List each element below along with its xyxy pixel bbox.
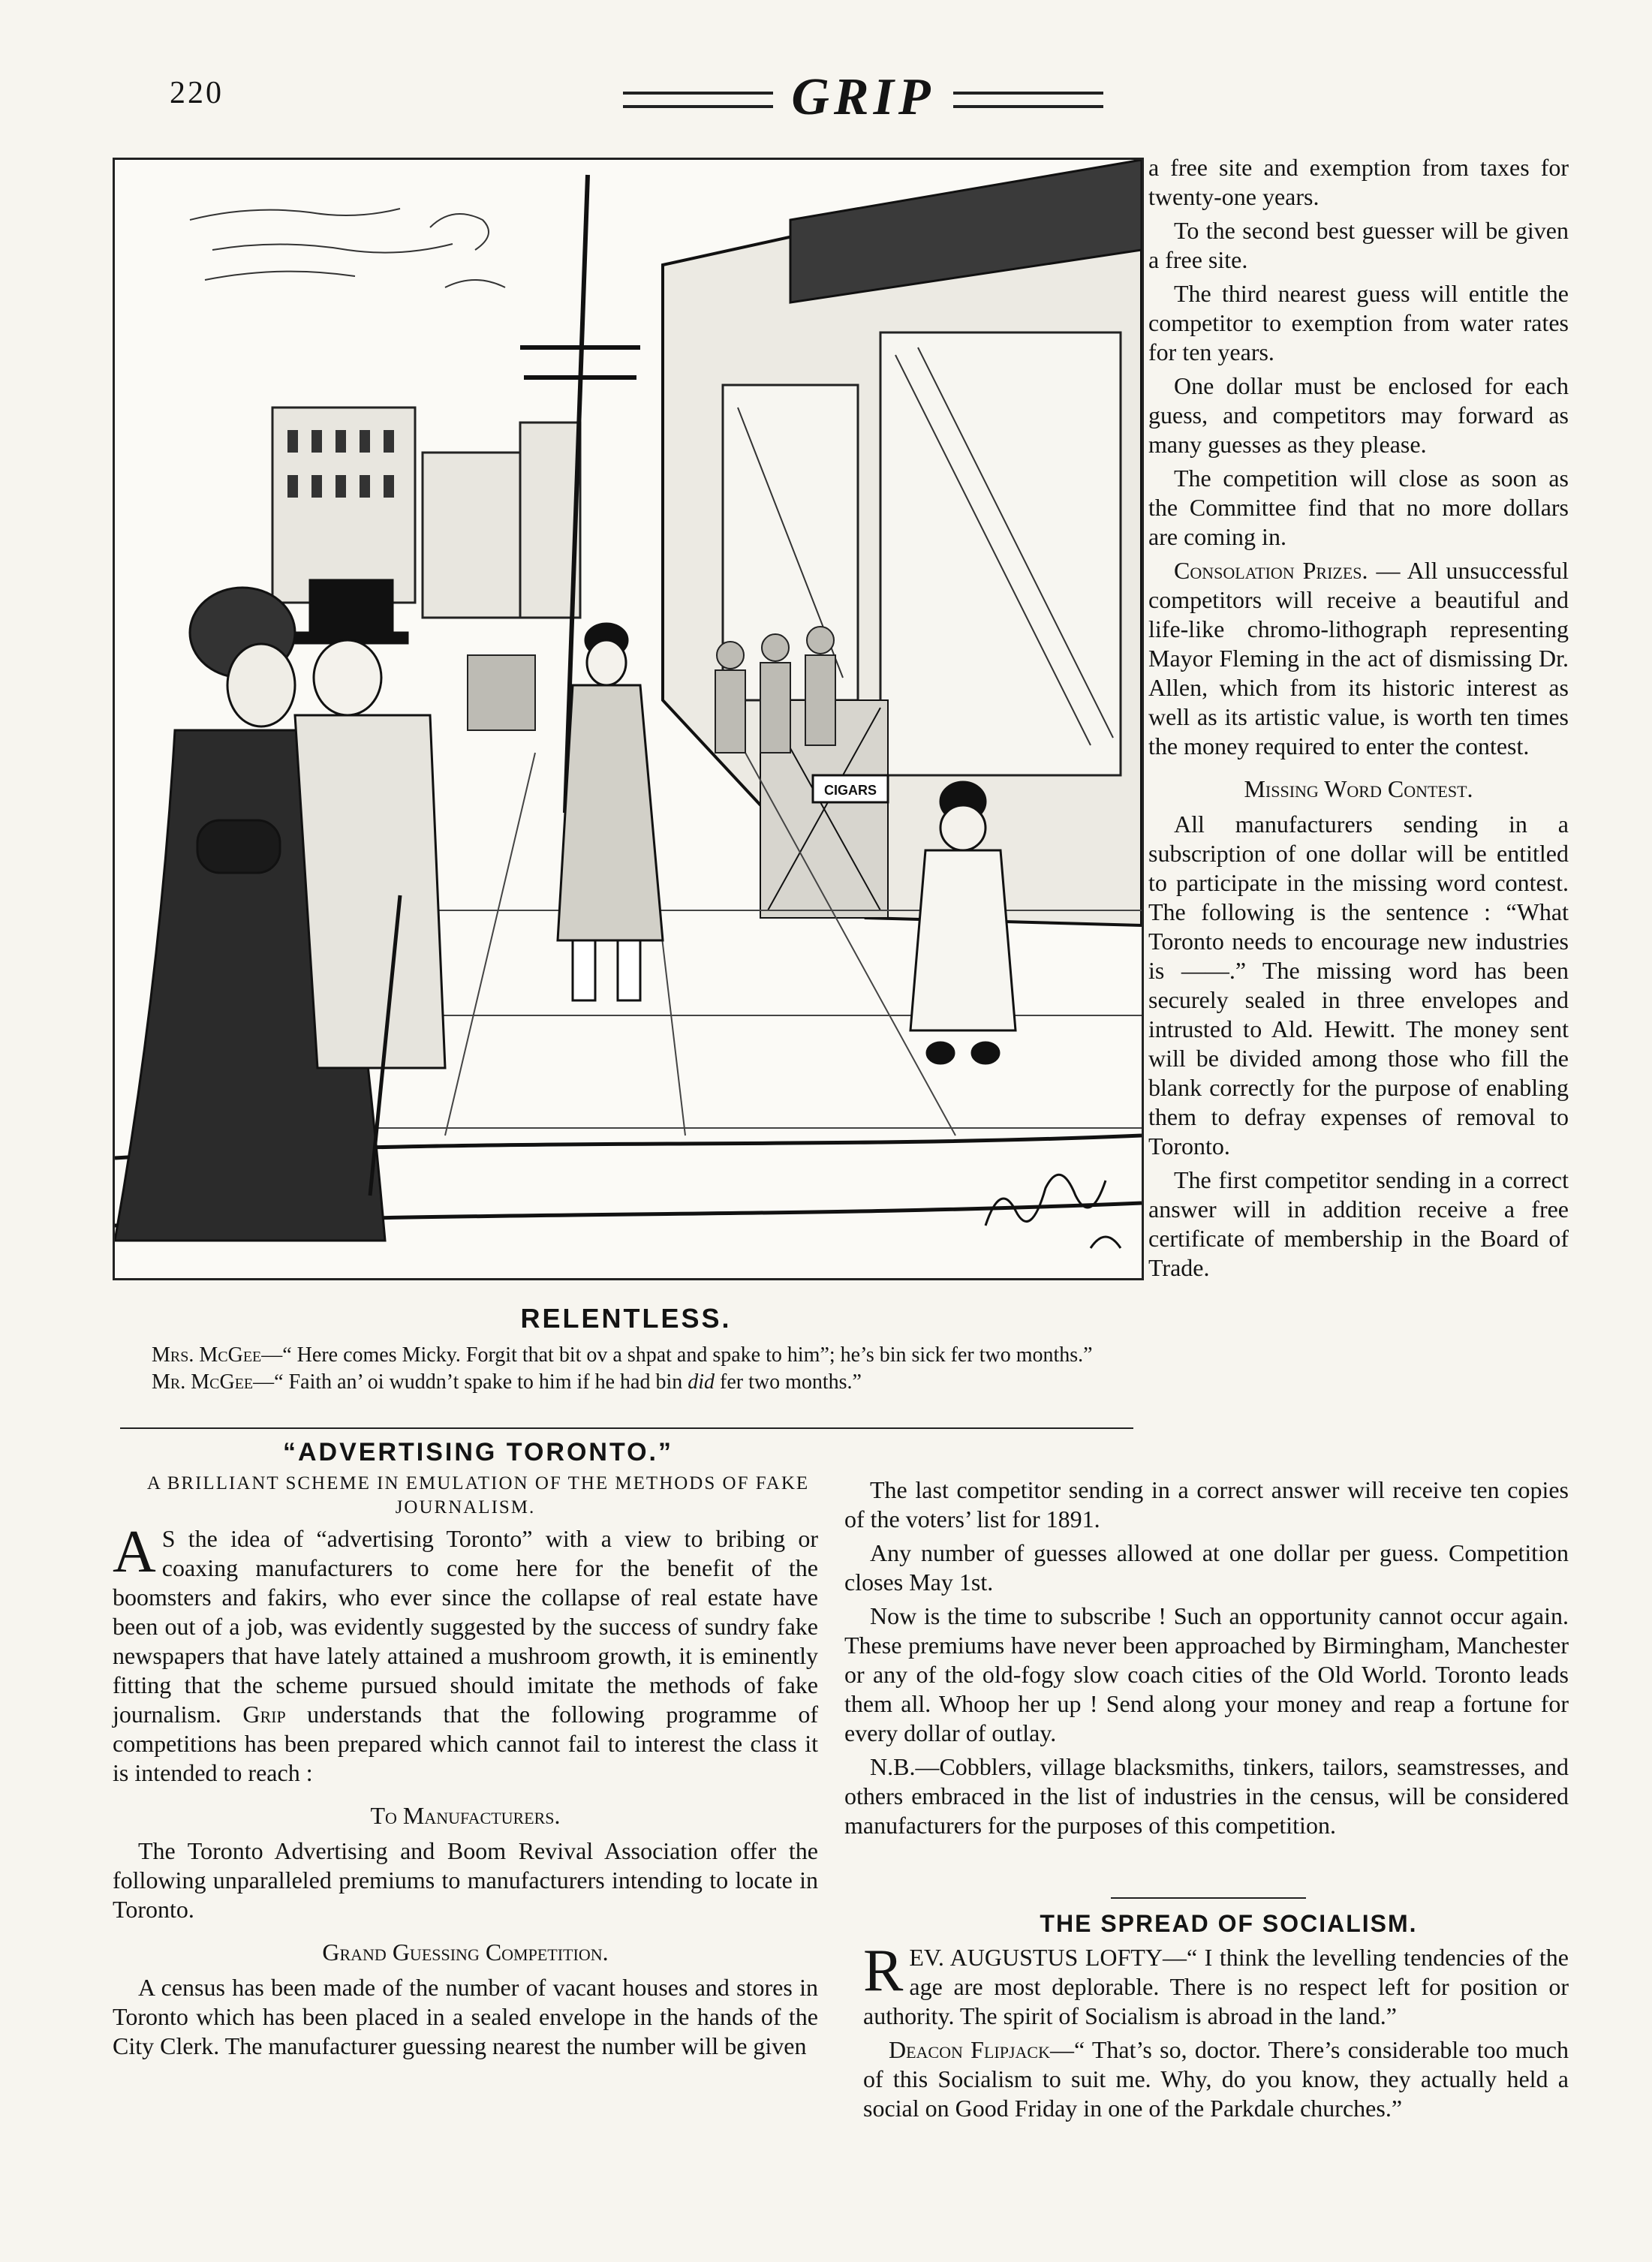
socialism-divider [1111,1897,1306,1899]
p-dollar: One dollar must be enclosed for each guess, and competitors may forward as many guesses as they please. [1148,372,1569,458]
cartoon-illustration [113,158,1144,1280]
masthead-title: GRIP [791,68,935,126]
p-third: The third nearest guess will entitle the competitor to exemption from water rates for ten years. [1148,280,1569,365]
article-column-right-top [1148,153,1569,1287]
caption-divider [120,1427,1133,1429]
masthead-rule-left [623,92,773,108]
caption-text-2a: —“ Faith an’ oi wuddn’t spake to him if he had bin [253,1370,688,1394]
subhead-missing-word: Missing Word Contest. [1244,775,1473,802]
article-subtitle: A BRILLIANT SCHEME IN EMULATION OF THE METHODS OF FAKE JOURNALISM. [146,1473,810,1518]
intro-first: S the idea of “advertising Toronto” with a view to bribing or coaxing manufacturers to come here for the benefit of the boomsters and fakirs, who ever since the collapse of real estate have been out of a job, was evidently suggested by the success of sundry fake newspapers that have lately attained a mushroom growth, it is eminently fitting that the scheme pursued should imitate the methods of fake journalism. [113,1525,818,1728]
caption-title: RELENTLESS. [520,1303,732,1334]
p-last-competitor: The last competitor sending in a correct answer will receive ten copies of the voters’ list for 1891. [844,1476,1569,1533]
consolation-text: — All unsuccessful competitors will receive a beautiful and life-like chromo-lithograph representing Mayor Fleming in the act of dismissing Dr. Allen, which from its historic interest as well as its artistic value, is worth ten times the money required to enter the contest. [1148,557,1569,760]
dropcap-a: A [113,1519,156,1585]
p-free-site: a free site and exemption from taxes for twenty-one years. [1148,154,1569,210]
caption-text-1: —“ Here comes Micky. Forgit that bit ov a shpat and spake to him”; he’s bin sick fer two months.” [261,1343,1093,1367]
p-census: A census has been made of the number of vacant houses and stores in Toronto which has been placed in a sealed envelope in the hands of the City Clerk. The manufacturer guessing nearest the number will be given [113,1974,818,2059]
cigars-sign: CIGARS [823,783,877,798]
p-first-competitor: The first competitor sending in a correct answer will in addition receive a free certificate of membership in the Board of Trade. [1148,1166,1569,1281]
caption [113,1342,1139,1396]
p-any-number: Any number of guesses allowed at one dollar per guess. Competition closes May 1st. [844,1539,1569,1596]
masthead-rule-right [953,92,1103,108]
socialism-p2 [863,2035,1569,2123]
caption-speaker-1: Mrs. McGee [152,1343,262,1367]
socialism-title: THE SPREAD OF SOCIALISM. [1040,1910,1418,1937]
article-column-left [113,1438,818,2065]
socialism-p2-text: —“ That’s so, doctor. There’s considerable too much of this Socialism to suit me. Why, do you know, they actually held a social on Good Friday in one of the Parkdale churches.” [863,2036,1569,2122]
consolation-head: Consolation Prizes. [1174,557,1368,584]
caption-speaker-2: Mr. McGee [152,1370,254,1394]
socialism-p1-text: EV. AUGUSTUS LOFTY—“ I think the levelling tendencies of the age are most deplorable. There is no respect left for position or authority. The spirit of Socialism is abroad in the land.” [863,1944,1569,2029]
article-title: “ADVERTISING TORONTO.” [282,1438,673,1466]
masthead [623,65,1103,125]
p-second: To the second best guesser will be given a free site. [1148,217,1569,273]
intro-grip: Grip [242,1701,286,1728]
subhead-manufacturers: To Manufacturers. [370,1802,561,1829]
p-subscribe: Now is the time to subscribe ! Such an opportunity cannot occur again. These premiums have never been approached by Birmingham, Manchester or any of the old-fogy slow coach cities of the Old World. Toronto leads them all. Whoop her up ! Send along your money and reap a fortune for every dollar of outlay. [844,1602,1569,1746]
caption-line-1 [113,1342,1139,1369]
p-missing-word: All manufacturers sending in a subscription of one dollar will be entitled to participate in the missing word contest. The following is the sentence : “What Toronto needs to encourage new industries is ——.” The missing word has been securely sealed in three envelopes and intrusted to Ald. Hewitt. The money sent will be divided among those who fill the blank correctly for the purpose of enabling them to defray expenses of removal to Toronto. [1148,811,1569,1160]
p-association: The Toronto Advertising and Boom Revival Association offer the following unparalleled premiums to manufacturers intending to locate in Toronto. [113,1837,818,1923]
socialism-p2-speaker: Deacon Flipjack [889,2036,1050,2063]
p-nb: N.B.—Cobblers, village blacksmiths, tinkers, tailors, seamstresses, and others embraced in the list of industries in the census, will be considered manufacturers for the purposes of this competition. [844,1753,1569,1839]
socialism-article [863,1909,1569,2128]
caption-emphasis: did [688,1370,715,1394]
intro-rest: understands that the following programme of competitions has been prepared which cannot fail to interest the class it is intended to reach : [113,1701,819,1786]
subhead-guessing: Grand Guessing Competition. [322,1939,609,1966]
caption-text-2b: fer two months.” [715,1370,862,1394]
article-column-right-bottom [844,1475,1569,1845]
street-scene-drawing [115,160,1142,1278]
p-intro [113,1519,819,1788]
page-number: 220 [170,76,224,110]
caption-line-2 [113,1369,1139,1396]
p-close: The competition will close as soon as the Committee find that no more dollars are coming in. [1148,465,1569,550]
p-consolation [1148,556,1569,761]
dropcap-r: R [863,1938,904,2004]
artist-signature [985,1175,1121,1248]
socialism-p1 [863,1938,1569,2031]
